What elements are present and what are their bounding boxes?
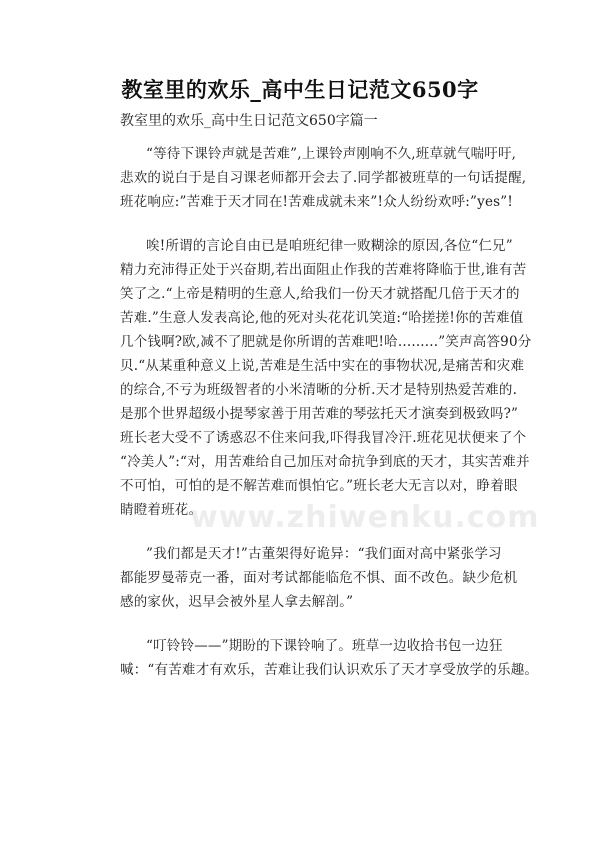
paragraph-line: “叮铃铃——”期盼的下课铃响了。班草一边收拾书包一边狂 bbox=[146, 638, 503, 654]
paragraph-line: 喊：“有苦难才有欢乐，苦难让我们认识欢乐了天才享受放学的乐趣。 bbox=[120, 662, 539, 678]
page-title: 教室里的欢乐_高中生日记范文650字 bbox=[121, 77, 479, 102]
paragraph-line: 的综合,不亏为班级智者的小米清晰的分析.天才是特别热爱苦难的. bbox=[120, 382, 518, 398]
paragraph-line: 是那个世界超级小提琴家善于用苦难的琴弦托天才演奏到极致吗?” bbox=[120, 406, 519, 422]
paragraph-line: 几个钱啊?欧,减不了肥就是你所谓的苦难吧!哈.........”笑声高答90分 bbox=[120, 334, 532, 350]
paragraph-line: 班花响应:”苦难于天才同在!苦难成就未来”!众人纷纷欢呼:”yes”! bbox=[120, 194, 514, 210]
paragraph-line: 班长老大受不了诱惑忍不住来问我,吓得我冒冷汗.班花见状便来了个 bbox=[120, 430, 527, 446]
paragraph-line: 不可怕，可怕的是不解苦难而惧怕它。”班长老大无言以对，睁着眼 bbox=[120, 478, 518, 494]
watermark: www.zhiwenku.com bbox=[190, 500, 540, 535]
paragraph-line: “冷美人”:“对，用苦难给自己加压对命抗争到底的天才，其实苦难并 bbox=[120, 454, 530, 470]
paragraph-line: 睛瞪着班花。 bbox=[120, 502, 203, 518]
paragraph-line: 笑了之.“上帝是精明的生意人,给我们一份天才就搭配几倍于天才的 bbox=[120, 286, 520, 302]
paragraph-line: 唉!所谓的言论自由已是咱班纪律一败糊涂的原因,各位“仁兄” bbox=[146, 238, 513, 254]
paragraph-line: 精力充沛得正处于兴奋期,若出面阻止作我的苦难将降临于世,谁有苦 bbox=[120, 262, 527, 278]
paragraph-line: 悲欢的说白于是自习课老师都开会去了.同学都被班草的一句话提醒, bbox=[120, 170, 527, 186]
paragraph-line: 苦难.”生意人发表高论,他的死对头花花讥笑道:“哈搓搓!你的苦难值 bbox=[120, 310, 524, 326]
paragraph-line: ”我们都是天才!”古董架得好诡异：“我们面对高中紧张学习 bbox=[146, 546, 502, 562]
paragraph-line: 贝.“从某重种意义上说,苦难是生活中实在的事物状况,是痛苦和灾难 bbox=[120, 358, 525, 374]
section-heading: 教室里的欢乐_高中生日记范文650字篇一 bbox=[120, 113, 378, 129]
paragraph-line: 感的家伙，迟早会被外星人拿去解剖。” bbox=[120, 594, 354, 610]
paragraph-line: “等待下课铃声就是苦难”,上课铃声刚响不久,班草就气喘吁吁, bbox=[146, 146, 517, 162]
paragraph-line: 都能罗曼蒂克一番，面对考试都能临危不惧、面不改色。缺少危机 bbox=[120, 570, 518, 586]
